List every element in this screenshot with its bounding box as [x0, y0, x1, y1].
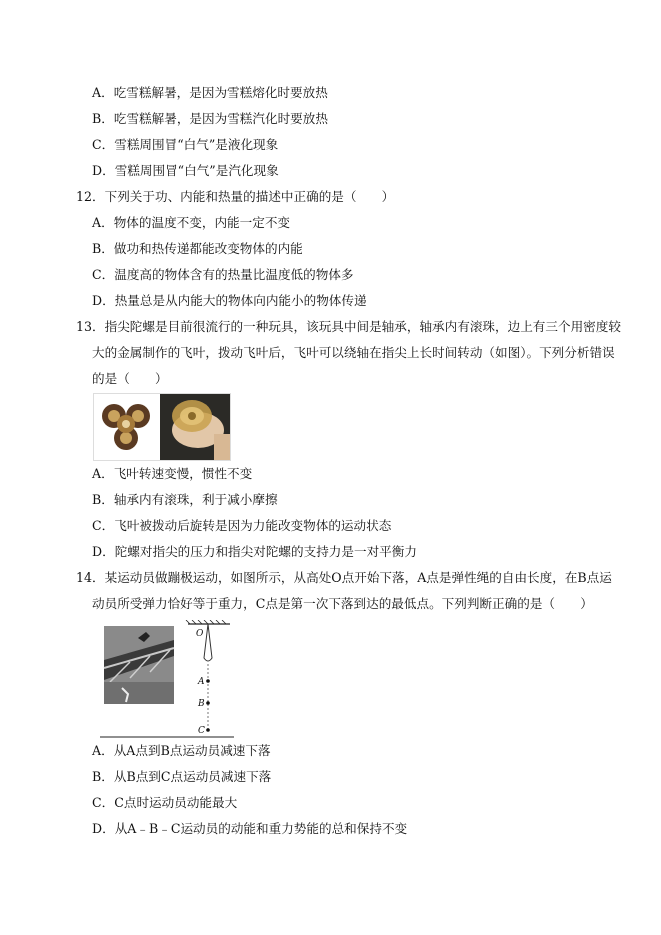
q14-stem-line-1: 14．某运动员做蹦极运动，如图所示，从高处O点开始下落，A点是弹性绳的自由长度，在B点运: [76, 570, 612, 585]
label-b: B: [198, 699, 205, 709]
q14-stem-line-2: 动员所受弹力恰好等于重力，C点是第一次下落到达的最低点。下列判断正确的是（ ）: [92, 596, 593, 611]
q12-option-c: C．温度高的物体含有的热量比温度低的物体多: [92, 267, 354, 282]
q13-option-d: D．陀螺对指尖的压力和指尖对陀螺的支持力是一对平衡力: [92, 544, 417, 559]
q14-option-d: D．从A﹣B﹣C运动员的动能和重力势能的总和保持不变: [92, 821, 408, 836]
q13-option-b: B．轴承内有滚珠，利于减小摩擦: [92, 492, 278, 507]
q12-option-d: D．热量总是从内能大的物体向内能小的物体传递: [92, 293, 367, 308]
q13-stem-line-1: 13．指尖陀螺是目前很流行的一种玩具，该玩具中间是轴承，轴承内有滚珠，边上有三个用密度较: [76, 319, 621, 334]
bungee-photo: [104, 626, 174, 704]
q13-stem-line-2: 大的金属制作的飞叶，拨动飞叶后，飞叶可以绕轴在指尖上长时间转动（如图）。下列分析错误: [92, 345, 615, 360]
label-c: C: [198, 726, 205, 736]
q13-option-c: C．飞叶被拨动后旋转是因为力能改变物体的运动状态: [92, 518, 392, 533]
q13-option-a: A．飞叶转速变慢，惯性不变: [92, 466, 253, 481]
label-o: O: [196, 629, 204, 639]
q11-option-c: C．雪糕周围冒“白气”是液化现象: [92, 137, 279, 152]
q14-option-b: B．从B点到C点运动员减速下落: [92, 769, 272, 784]
q12-stem: 12．下列关于功、内能和热量的描述中正确的是（ ）: [76, 189, 395, 204]
label-a: A: [198, 677, 205, 687]
static-spinner-image: [102, 404, 150, 450]
q14-option-c: C．C点时运动员动能最大: [92, 795, 238, 810]
q11-option-b: B．吃雪糕解暑，是因为雪糕汽化时要放热: [92, 111, 328, 126]
bungee-jump-figure: [100, 620, 234, 740]
q11-option-d: D．雪糕周围冒“白气”是汽化现象: [92, 163, 279, 178]
fidget-spinner-photo: [93, 393, 231, 461]
q11-option-a: A．吃雪糕解暑，是因为雪糕熔化时要放热: [92, 85, 328, 100]
spinning-spinner-image: [160, 394, 230, 460]
q14-option-a: A．从A点到B点运动员减速下落: [92, 743, 271, 758]
q12-option-a: A．物体的温度不变，内能一定不变: [92, 215, 291, 230]
q12-option-b: B．做功和热传递都能改变物体的内能: [92, 241, 303, 256]
q13-stem-line-3: 的是（ ）: [92, 371, 168, 386]
